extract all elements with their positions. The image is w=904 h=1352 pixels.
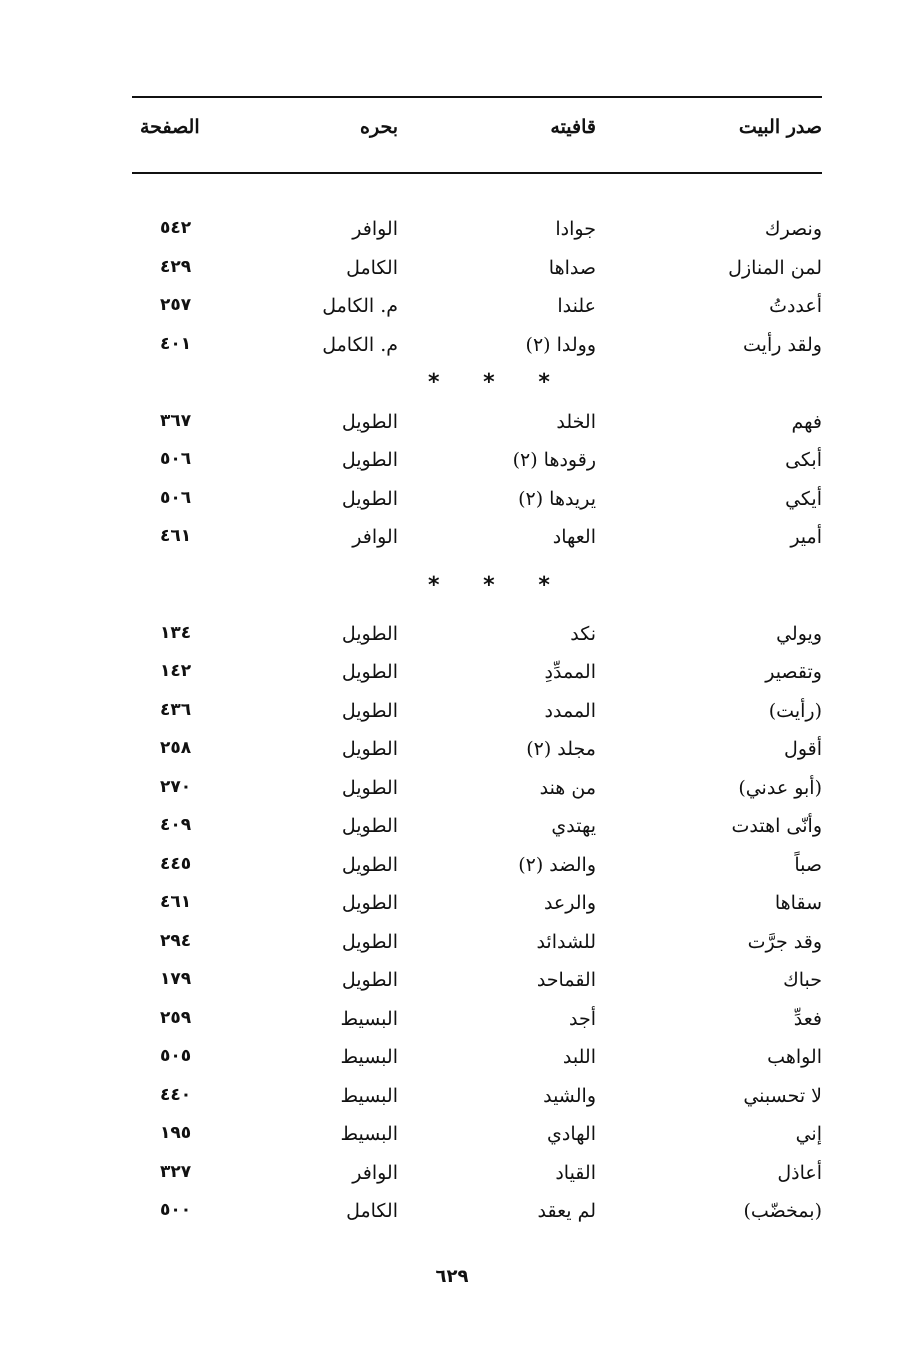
- verse-start: سقاها: [774, 892, 822, 914]
- page-ref: ٤٦١: [160, 526, 192, 546]
- verse-start: أقول: [784, 738, 822, 760]
- page-ref: ١٧٩: [160, 969, 192, 989]
- page-ref: ٢٧٠: [160, 776, 192, 797]
- header-bahr: بحره: [360, 116, 398, 138]
- table-row: [132, 289, 822, 328]
- meter: الطويل: [341, 930, 398, 953]
- table-row: [132, 328, 822, 367]
- table-row: [132, 617, 822, 656]
- verse-start: وأنّى اهتدت: [731, 815, 822, 837]
- table-header: [132, 116, 822, 146]
- table-row: [132, 963, 822, 1002]
- meter: الطويل: [341, 815, 398, 837]
- page-ref: ٤٠١: [160, 333, 192, 354]
- verse-index-table: [132, 212, 822, 1233]
- table-row: [132, 1079, 822, 1118]
- rhyme-word: اللبد: [562, 1046, 596, 1068]
- verse-start: (رأيت): [768, 699, 822, 722]
- table-row: [132, 1002, 822, 1041]
- page-ref: ٥٠٦: [160, 449, 192, 469]
- verse-start: فعدِّ: [793, 1007, 822, 1030]
- page-ref: ١٤٢: [160, 661, 192, 681]
- verse-start: حباك: [783, 969, 822, 991]
- meter: الطويل: [341, 661, 398, 683]
- header-top-rule: [132, 96, 822, 98]
- page-ref: ٤٤٥: [160, 853, 192, 874]
- verse-start: لا تحسبني: [743, 1084, 822, 1107]
- verse-start: فهم: [791, 410, 822, 433]
- meter: البسيط: [340, 1084, 398, 1107]
- rhyme-word: يريدها (٢): [518, 487, 596, 510]
- verse-start: إني: [795, 1123, 822, 1145]
- header-page: الصفحة: [140, 116, 200, 138]
- meter: الوافر: [352, 218, 398, 240]
- table-row: [132, 1040, 822, 1079]
- page-ref: ٤٤٠: [160, 1084, 192, 1105]
- meter: الطويل: [341, 969, 398, 991]
- meter: م. الكامل: [322, 333, 398, 356]
- rhyme-word: والشيد: [543, 1084, 596, 1107]
- rhyme-word: مجلد (٢): [526, 738, 596, 760]
- verse-start: لمن المنازل: [728, 256, 822, 279]
- table-row: [132, 925, 822, 964]
- verse-start: ونصرك: [764, 218, 822, 240]
- rhyme-word: والضد (٢): [518, 853, 596, 876]
- table-row: [132, 848, 822, 887]
- table-row: [132, 809, 822, 848]
- verse-start: أعددتُ: [769, 295, 822, 317]
- rhyme-word: الممدد: [544, 699, 596, 722]
- rhyme-word: صداها: [548, 256, 596, 279]
- verse-start: أعاذل: [777, 1161, 822, 1184]
- rhyme-word: نكد: [570, 622, 596, 645]
- page-ref: ٤٦١: [160, 892, 192, 912]
- table-row: [132, 482, 822, 521]
- rhyme-word: لم يعقد: [537, 1200, 596, 1222]
- meter: البسيط: [340, 1123, 398, 1145]
- verse-start: وقد جرَّت: [747, 930, 822, 953]
- table-row: [132, 1117, 822, 1156]
- rhyme-word: للشدائد: [536, 930, 596, 953]
- table-row: [132, 1156, 822, 1195]
- rhyme-word: والرعد: [543, 892, 596, 914]
- page-ref: ٢٥٩: [160, 1007, 192, 1028]
- rhyme-word: أجد: [569, 1007, 596, 1030]
- meter: الطويل: [341, 892, 398, 914]
- asterisk-separator: * * *: [428, 572, 568, 598]
- table-row: [132, 694, 822, 733]
- table-row: [132, 732, 822, 771]
- page-ref: ٥٤٢: [160, 218, 192, 238]
- table-row: [132, 251, 822, 290]
- header-qafia: قافيته: [550, 116, 596, 138]
- verse-start: (أبو عدني): [738, 776, 822, 799]
- verse-start: الواهب: [767, 1046, 822, 1068]
- meter: الطويل: [341, 776, 398, 799]
- meter: الكامل: [346, 1200, 398, 1222]
- meter: الطويل: [341, 487, 398, 510]
- table-row: [132, 443, 822, 482]
- page-ref: ١٩٥: [160, 1123, 192, 1143]
- header-sadr: صدر البيت: [738, 116, 822, 138]
- rhyme-word: يهتدي: [551, 815, 596, 837]
- table-row: [132, 520, 822, 559]
- header-bottom-rule: [132, 172, 822, 174]
- rhyme-word: الممدِّدِ: [544, 661, 596, 683]
- meter: الطويل: [341, 622, 398, 645]
- meter: الطويل: [341, 699, 398, 722]
- rhyme-word: القياد: [555, 1161, 596, 1184]
- meter: م. الكامل: [322, 295, 398, 317]
- rhyme-word: الهادي: [547, 1123, 596, 1145]
- table-row: [132, 655, 822, 694]
- table-row: [132, 1194, 822, 1233]
- section-separator: [132, 559, 822, 617]
- asterisk-separator: * * *: [428, 370, 568, 395]
- page-number: ٦٢٩: [435, 1266, 469, 1287]
- meter: البسيط: [340, 1007, 398, 1030]
- page-ref: ٣٦٧: [160, 410, 192, 431]
- rhyme-word: العهاد: [552, 526, 596, 548]
- verse-start: (بمخضّب): [743, 1200, 822, 1222]
- rhyme-word: وولدا (٢): [525, 333, 596, 356]
- verse-start: وتقصير: [765, 661, 822, 683]
- meter: الوافر: [352, 1161, 398, 1184]
- verse-start: أمير: [790, 526, 822, 548]
- rhyme-word: جوادا: [555, 218, 596, 240]
- meter: الكامل: [346, 256, 398, 279]
- rhyme-word: رقودها (٢): [512, 449, 596, 471]
- verse-start: أيكي: [785, 487, 822, 510]
- page-ref: ٤٠٩: [160, 815, 192, 835]
- page-ref: ٤٢٩: [160, 256, 192, 277]
- meter: الطويل: [341, 738, 398, 760]
- verse-start: ويولي: [776, 622, 822, 645]
- rhyme-word: الخلد: [556, 410, 596, 433]
- page-ref: ١٣٤: [160, 622, 192, 643]
- table-row: [132, 886, 822, 925]
- page-ref: ٥٠٥: [160, 1046, 192, 1066]
- meter: الطويل: [341, 449, 398, 471]
- meter: البسيط: [340, 1046, 398, 1068]
- rhyme-word: القماحد: [536, 969, 596, 991]
- verse-start: صباً: [794, 853, 822, 876]
- page-ref: ٤٣٦: [160, 699, 192, 720]
- verse-start: ولقد رأيت: [743, 333, 822, 356]
- section-separator: [132, 366, 822, 405]
- table-row: [132, 405, 822, 444]
- page-ref: ٢٥٧: [160, 295, 192, 315]
- page-ref: ٢٥٨: [160, 738, 192, 758]
- verse-start: أبكى: [785, 449, 822, 471]
- page-ref: ٢٩٤: [160, 930, 192, 951]
- rhyme-word: علندا: [557, 295, 596, 317]
- page-ref: ٥٠٠: [160, 1200, 192, 1220]
- table-row: [132, 771, 822, 810]
- meter: الطويل: [341, 410, 398, 433]
- table-row: [132, 212, 822, 251]
- meter: الطويل: [341, 853, 398, 876]
- rhyme-word: من هند: [539, 776, 596, 799]
- page-ref: ٣٢٧: [160, 1161, 192, 1182]
- meter: الوافر: [352, 526, 398, 548]
- page-ref: ٥٠٦: [160, 487, 192, 508]
